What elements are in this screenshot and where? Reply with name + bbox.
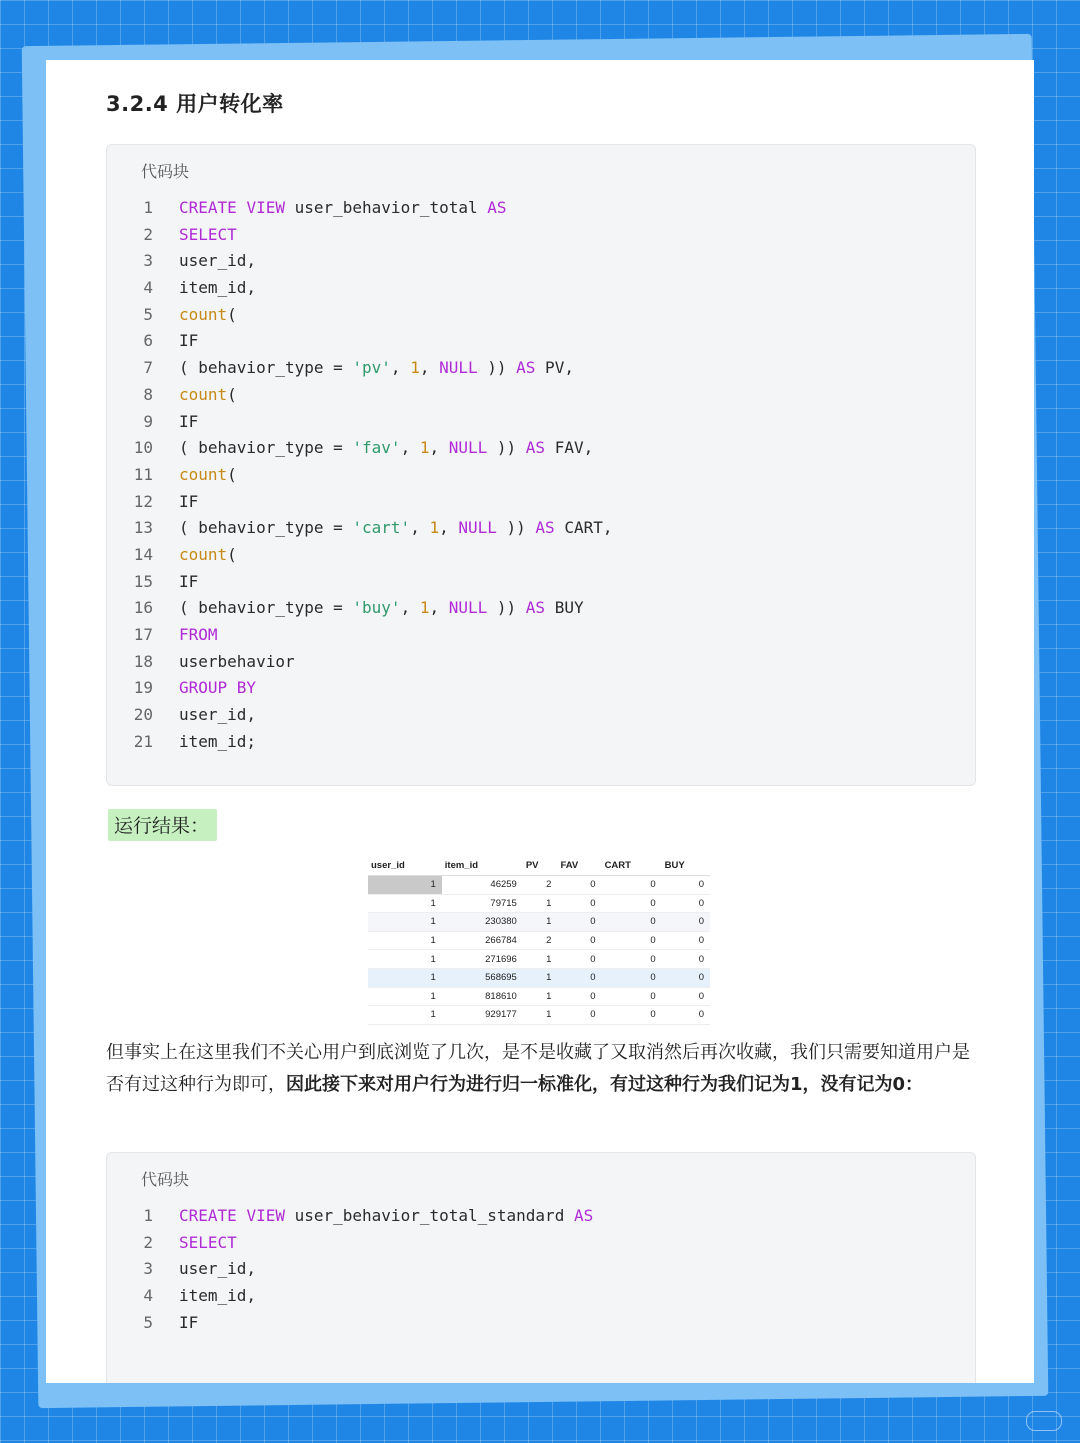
- code-text: ( behavior_type = 'cart', 1, NULL )) AS CART,: [179, 518, 613, 538]
- table-row: [368, 968, 710, 987]
- line-number: 10: [133, 438, 153, 458]
- code-text: item_id,: [179, 278, 257, 298]
- code-block-caption: 代码块: [141, 1170, 190, 1189]
- code-text: IF: [179, 571, 199, 591]
- line-number: 19: [133, 678, 153, 698]
- code-line: [107, 1256, 975, 1283]
- watermark: [1026, 1411, 1062, 1431]
- code-line: [107, 649, 975, 676]
- table-cell: 1: [523, 987, 558, 1006]
- table-cell: 0: [602, 987, 662, 1006]
- code-line: [107, 542, 975, 569]
- table-cell: 0: [602, 913, 662, 932]
- code-text: IF: [179, 411, 199, 431]
- explanation-paragraph: [106, 1037, 978, 1101]
- table-cell: 1: [368, 968, 442, 987]
- code-text: ( behavior_type = 'buy', 1, NULL )) AS BUY: [179, 598, 584, 618]
- table-row: [368, 894, 710, 913]
- code-line: [107, 382, 975, 409]
- table-cell: 79715: [442, 894, 523, 913]
- table-cell: 1: [523, 950, 558, 969]
- code-text: IF: [179, 331, 199, 351]
- line-number: 18: [133, 651, 153, 671]
- code-text: IF: [179, 1312, 199, 1332]
- line-number: 9: [143, 411, 153, 431]
- code-text: user_id,: [179, 251, 257, 271]
- table-cell: 1: [368, 950, 442, 969]
- table-cell: 0: [662, 968, 710, 987]
- code-line: [107, 702, 975, 729]
- table-row: [368, 1006, 710, 1025]
- code-line: [107, 435, 975, 462]
- table-cell: 0: [602, 1006, 662, 1025]
- code-block-1: [106, 144, 976, 786]
- code-line: [107, 595, 975, 622]
- line-number: 3: [143, 1259, 153, 1279]
- section-title: 3.2.4 用户转化率: [106, 92, 284, 116]
- code-line: [107, 1203, 975, 1230]
- table-cell: 1: [523, 1006, 558, 1025]
- table-cell: 0: [557, 931, 601, 950]
- code-text: user_id,: [179, 705, 257, 725]
- table-cell: 230380: [442, 913, 523, 932]
- table-cell: 1: [368, 913, 442, 932]
- code-line: [107, 195, 975, 222]
- code-line: [107, 489, 975, 516]
- code-text: userbehavior: [179, 651, 295, 671]
- code-text: count(: [179, 464, 237, 484]
- code-text: CREATE VIEW user_behavior_total_standard AS: [179, 1206, 594, 1225]
- table-cell: 0: [602, 894, 662, 913]
- table-cell: 0: [662, 931, 710, 950]
- code-text: count(: [179, 384, 237, 404]
- code-line: [107, 275, 975, 302]
- table-cell: 0: [557, 950, 601, 969]
- code-text: user_id,: [179, 1259, 257, 1279]
- table-cell: 1: [523, 968, 558, 987]
- table-row: [368, 987, 710, 1006]
- code-line: [107, 462, 975, 489]
- line-number: 11: [133, 464, 153, 484]
- code-text: SELECT: [179, 224, 237, 244]
- code-line: [107, 302, 975, 329]
- table-cell: 1: [368, 894, 442, 913]
- table-cell: 1: [523, 913, 558, 932]
- code-line: [107, 569, 975, 596]
- table-cell: 1: [368, 931, 442, 950]
- table-cell: 0: [557, 968, 601, 987]
- line-number: 12: [133, 491, 153, 511]
- line-number: 15: [133, 571, 153, 591]
- table-cell: 0: [662, 913, 710, 932]
- line-number: 16: [133, 598, 153, 618]
- table-cell: 0: [557, 1006, 601, 1025]
- table-header-row: [368, 856, 710, 876]
- line-number: 4: [143, 278, 153, 298]
- line-number: 5: [143, 1312, 153, 1332]
- line-number: 14: [133, 544, 153, 564]
- code-block-caption: 代码块: [141, 162, 190, 181]
- column-header: BUY: [662, 856, 710, 876]
- table-cell: 0: [602, 931, 662, 950]
- code-line: [107, 409, 975, 436]
- table-cell: 0: [602, 876, 662, 895]
- table-cell: 1: [523, 894, 558, 913]
- line-number: 2: [143, 224, 153, 244]
- code-lines: [107, 1203, 975, 1336]
- table-cell: 0: [557, 894, 601, 913]
- table-cell: 0: [662, 950, 710, 969]
- line-number: 7: [143, 358, 153, 378]
- table-cell: 0: [662, 876, 710, 895]
- code-text: SELECT: [179, 1232, 237, 1252]
- code-text: item_id,: [179, 1286, 257, 1306]
- code-line: [107, 328, 975, 355]
- code-text: CREATE VIEW user_behavior_total AS: [179, 198, 507, 217]
- column-header: CART: [602, 856, 662, 876]
- table-cell: 266784: [442, 931, 523, 950]
- code-text: ( behavior_type = 'fav', 1, NULL )) AS FAV,: [179, 438, 594, 458]
- line-number: 13: [133, 518, 153, 538]
- table-cell: 0: [662, 1006, 710, 1025]
- result-label: 运行结果：: [108, 809, 217, 841]
- line-number: 8: [143, 384, 153, 404]
- code-line: [107, 515, 975, 542]
- table-row: [368, 876, 710, 895]
- code-line: [107, 729, 975, 756]
- table-cell: 929177: [442, 1006, 523, 1025]
- line-number: 20: [133, 705, 153, 725]
- code-line: [107, 1283, 975, 1310]
- code-text: ( behavior_type = 'pv', 1, NULL )) AS PV,: [179, 358, 574, 378]
- line-number: 4: [143, 1286, 153, 1306]
- code-text: GROUP BY: [179, 678, 257, 698]
- table-cell: 568695: [442, 968, 523, 987]
- document-page: [46, 60, 1034, 1383]
- code-text: FROM: [179, 625, 218, 644]
- column-header: item_id: [442, 856, 523, 876]
- line-number: 17: [133, 625, 153, 644]
- code-line: [107, 622, 975, 649]
- line-number: 5: [143, 304, 153, 324]
- result-table: [368, 856, 710, 1025]
- table-row: [368, 950, 710, 969]
- code-text: count(: [179, 544, 237, 564]
- code-lines: [107, 195, 975, 755]
- table-cell: 1: [368, 1006, 442, 1025]
- table-cell: 2: [523, 876, 558, 895]
- code-line: [107, 1230, 975, 1257]
- code-line: [107, 675, 975, 702]
- column-header: FAV: [557, 856, 601, 876]
- code-text: count(: [179, 304, 237, 324]
- code-text: item_id;: [179, 731, 257, 751]
- table-cell: 0: [557, 876, 601, 895]
- table-row: [368, 931, 710, 950]
- line-number: 1: [143, 198, 153, 217]
- code-text: IF: [179, 491, 199, 511]
- code-line: [107, 1310, 975, 1337]
- line-number: 6: [143, 331, 153, 351]
- table-cell: 0: [662, 894, 710, 913]
- line-number: 1: [143, 1206, 153, 1225]
- table-cell: 271696: [442, 950, 523, 969]
- code-line: [107, 222, 975, 249]
- table-cell: 1: [368, 987, 442, 1006]
- code-line: [107, 355, 975, 382]
- table-cell: 0: [602, 968, 662, 987]
- table-cell: 46259: [442, 876, 523, 895]
- table-row: [368, 913, 710, 932]
- paragraph-normal-text: 但事实上在这里我们不关心用户到底浏览了几次，是不是收藏了又取消然后再次收藏，我们只需要知道用户是否有过这种行为即可，: [106, 1042, 970, 1095]
- column-header: PV: [523, 856, 558, 876]
- table-cell: 0: [557, 913, 601, 932]
- paragraph-bold-text: 因此接下来对用户行为进行归一标准化，有过这种行为我们记为1，没有记为0：: [286, 1074, 924, 1095]
- table-cell: 818610: [442, 987, 523, 1006]
- line-number: 2: [143, 1232, 153, 1252]
- code-block-2: [106, 1152, 976, 1383]
- table-cell: 1: [368, 876, 442, 895]
- code-line: [107, 248, 975, 275]
- table-cell: 2: [523, 931, 558, 950]
- table-cell: 0: [602, 950, 662, 969]
- column-header: user_id: [368, 856, 442, 876]
- line-number: 3: [143, 251, 153, 271]
- table-cell: 0: [662, 987, 710, 1006]
- line-number: 21: [133, 731, 153, 751]
- table-cell: 0: [557, 987, 601, 1006]
